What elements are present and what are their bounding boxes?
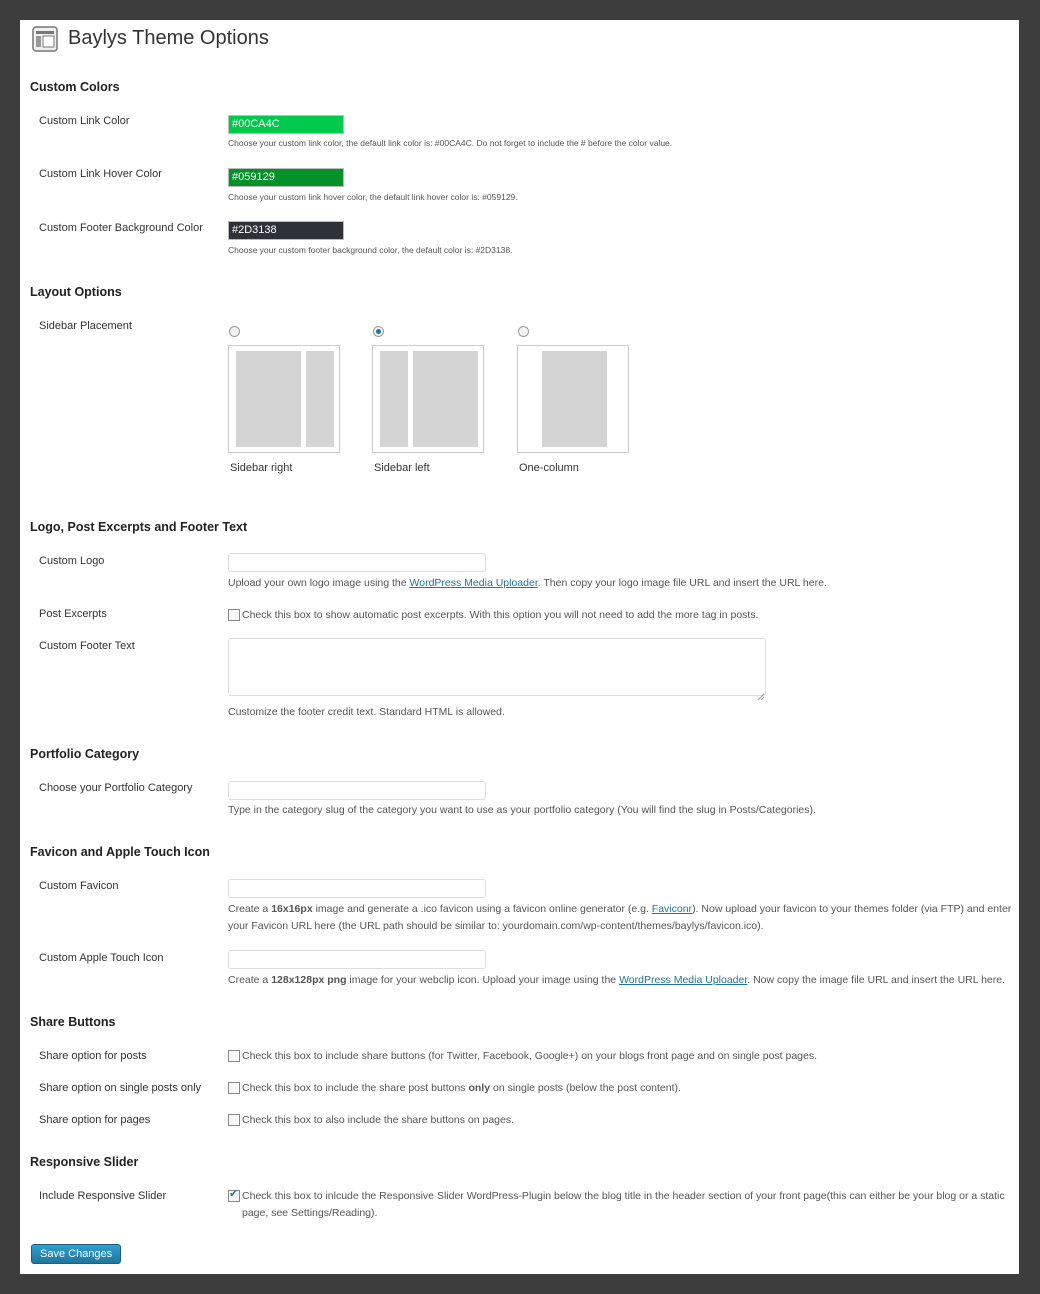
custom-favicon-desc: Create a 16x16px image and generate a .ico favicon using a favicon online generator (e.g. Faviconr). Now upload your favicon to your themes folder (via FTP) and enter your Favicon URL here (the URL path should be similar to: yourdomain.com/wp-content/themes/baylys/favicon.ico). <box>228 903 1012 932</box>
resize-grip-icon[interactable] <box>757 687 764 694</box>
label-custom-footer-text: Custom Footer Text <box>39 640 135 652</box>
custom-link-hover-color-input[interactable]: #059129 <box>228 168 344 187</box>
label-post-excerpts: Post Excerpts <box>39 608 107 620</box>
section-title-portfolio: Portfolio Category <box>30 747 140 761</box>
label-sidebar-placement: Sidebar Placement <box>39 320 132 332</box>
section-title-layout-options: Layout Options <box>30 285 122 299</box>
share-posts-text: Check this box to include share buttons (for Twitter, Facebook, Google+) on your blogs front page and on single post pages. <box>242 1050 818 1062</box>
layout-thumb-one-column[interactable] <box>517 345 629 453</box>
responsive-slider-checkbox[interactable] <box>228 1190 240 1202</box>
section-title-custom-colors: Custom Colors <box>30 80 120 94</box>
responsive-slider-text: Check this box to inlcude the Responsive Slider WordPress-Plugin below the blog title in the header section of your front page(this can either be your blog or a static page, see Settings/Reading). <box>242 1190 1005 1219</box>
custom-footer-bg-color-desc: Choose your custom footer background color, the default color is: #2D3138. <box>228 245 513 255</box>
caption-one-column: One-column <box>519 462 579 474</box>
layout-thumb-sidebar-right[interactable] <box>228 345 340 453</box>
portfolio-category-desc: Type in the category slug of the category you want to use as your portfolio category (You will find the slug in Posts/Categories). <box>228 804 816 816</box>
share-pages-text: Check this box to also include the share buttons on pages. <box>242 1114 515 1126</box>
media-uploader-link[interactable]: WordPress Media Uploader <box>409 577 538 589</box>
radio-one-column[interactable] <box>518 326 529 337</box>
custom-link-color-input[interactable]: #00CA4C <box>228 115 344 134</box>
section-title-logo: Logo, Post Excerpts and Footer Text <box>30 520 248 534</box>
label-responsive-slider: Include Responsive Slider <box>39 1190 167 1202</box>
custom-link-hover-color-desc: Choose your custom link hover color, the default link hover color is: #059129. <box>228 192 518 202</box>
media-uploader-link-2[interactable]: WordPress Media Uploader <box>619 974 748 986</box>
section-title-slider: Responsive Slider <box>30 1155 139 1169</box>
custom-link-color-desc: Choose your custom link color, the default link color is: #00CA4C. Do not forget to include the # before the color value. <box>228 138 673 148</box>
radio-sidebar-right[interactable] <box>229 326 240 337</box>
faviconr-link[interactable]: Faviconr <box>651 903 693 915</box>
custom-footer-bg-color-input[interactable]: #2D3138 <box>228 221 344 240</box>
custom-apple-touch-icon-desc: Create a 128x128px png image for your webclip icon. Upload your image using the WordPress Media Uploader. Now copy the image file URL and insert the URL here. <box>228 974 1006 986</box>
label-share-posts: Share option for posts <box>39 1050 147 1062</box>
label-custom-apple-touch-icon: Custom Apple Touch Icon <box>39 952 164 964</box>
page-title: Baylys Theme Options <box>68 27 269 49</box>
label-custom-logo: Custom Logo <box>39 555 105 567</box>
label-custom-favicon: Custom Favicon <box>39 880 119 892</box>
caption-sidebar-left: Sidebar left <box>374 462 430 474</box>
custom-logo-input[interactable] <box>228 553 486 572</box>
options-page <box>20 20 1019 1274</box>
save-changes-button[interactable]: Save Changes <box>31 1244 121 1264</box>
label-share-single: Share option on single posts only <box>39 1082 202 1094</box>
section-title-favicon: Favicon and Apple Touch Icon <box>30 845 210 859</box>
share-single-checkbox[interactable] <box>228 1082 240 1094</box>
custom-logo-desc: Upload your own logo image using the WordPress Media Uploader. Then copy your logo image file URL and insert the URL here. <box>228 577 827 589</box>
portfolio-category-input[interactable] <box>228 781 486 800</box>
caption-sidebar-right: Sidebar right <box>230 462 293 474</box>
share-posts-checkbox[interactable] <box>228 1050 240 1062</box>
label-custom-link-color: Custom Link Color <box>39 115 130 127</box>
check-icon: ✔ <box>229 1188 239 1200</box>
label-custom-footer-bg-color: Custom Footer Background Color <box>39 222 203 234</box>
share-pages-checkbox[interactable] <box>228 1114 240 1126</box>
label-custom-link-hover-color: Custom Link Hover Color <box>39 168 162 180</box>
post-excerpts-text: Check this box to show automatic post excerpts. With this option you will not need to add the more tag in posts. <box>242 609 759 621</box>
label-share-pages: Share option for pages <box>39 1114 151 1126</box>
layout-thumb-sidebar-left[interactable] <box>372 345 484 453</box>
theme-options-icon <box>32 26 58 52</box>
post-excerpts-checkbox[interactable] <box>228 609 240 621</box>
custom-footer-text-desc: Customize the footer credit text. Standard HTML is allowed. <box>228 706 505 718</box>
share-single-text: Check this box to include the share post buttons only on single posts (below the post content). <box>242 1082 681 1094</box>
custom-favicon-input[interactable] <box>228 879 486 898</box>
custom-apple-touch-icon-input[interactable] <box>228 950 486 969</box>
custom-footer-text-textarea[interactable] <box>228 638 766 696</box>
label-portfolio-category: Choose your Portfolio Category <box>39 782 193 794</box>
radio-sidebar-left[interactable] <box>373 326 384 337</box>
section-title-share: Share Buttons <box>30 1015 116 1029</box>
